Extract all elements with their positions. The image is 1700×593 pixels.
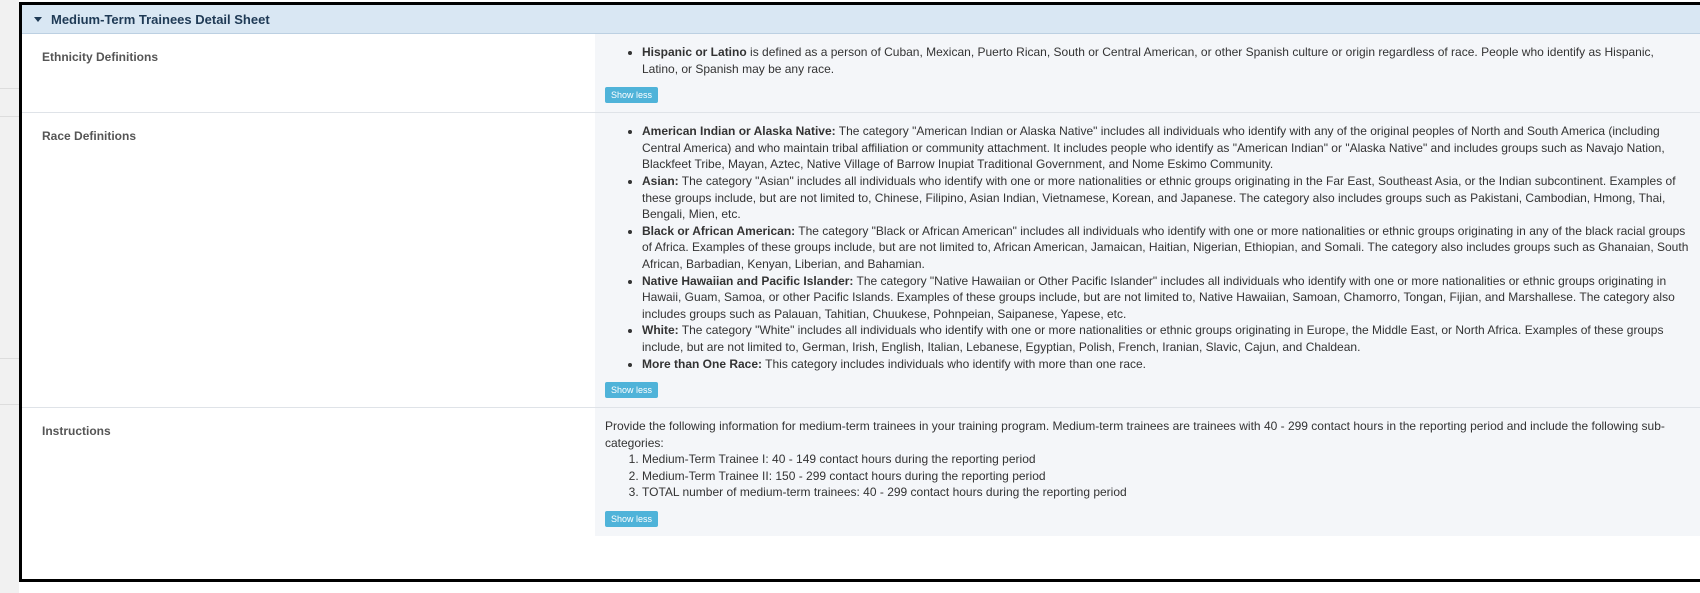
list-item xyxy=(642,356,1690,373)
row-value xyxy=(595,408,1700,536)
list-item xyxy=(642,322,1690,355)
panel-title: Medium-Term Trainees Detail Sheet xyxy=(51,11,270,27)
gutter-divider xyxy=(0,404,19,405)
definition-text: is defined as a person of Cuban, Mexican, Puerto Rican, South or Central American, or other Spanish culture or origin regardless of race. People who identify as Hispanic, Latino, or Spanish may be any race. xyxy=(642,45,1654,76)
definition-text: The category "American Indian or Alaska Native" includes all individuals who identify with any of the original peoples of North and South America (including Central America) and who maintain tribal affiliation or community attachment. It includes people who identify as "American Indian" or "Alaska Native" and includes groups such as Navajo Nation, Blackfeet Tribe, Mayan, Aztec, Native Village of Barrow Inupiat Traditional Government, and Nome Eskimo Community. xyxy=(642,124,1665,172)
definition-text: This category includes individuals who identify with more than one race. xyxy=(762,356,1147,371)
show-less-button[interactable]: Show less xyxy=(605,382,658,398)
list-item xyxy=(642,44,1690,77)
list-item xyxy=(642,273,1690,323)
definition-text: The category "Native Hawaiian or Other Pacific Islander" includes all individuals who identify with one or more nationalities or ethnic groups originating in Hawaii, Guam, Samoa, or other Pacific Islands. Examples of these groups include, but are not limited to, Native Hawaiian, Samoan, Chamorro, Tongan, Fijian, and Marshallese. The category also includes groups such as Palauan, Tahitian, Chuukese, Pohnpeian, Saipanese, Yapese, etc. xyxy=(642,273,1675,321)
row-value xyxy=(595,34,1700,112)
definition-term: American Indian or Alaska Native: xyxy=(642,124,836,139)
definition-text: The category "Asian" includes all individuals who identify with one or more nationalities or ethnic groups originating in the Far East, Southeast Asia, or the Indian subcontinent. Examples of these groups include, but are not limited to, Chinese, Filipino, Asian Indian, Vietnamese, Korean, and Japanese. The category also includes groups such as Pakistani, Cambodian, Hmong, Thai, Bengali, Mien, etc. xyxy=(642,173,1676,222)
definition-term: More than One Race: xyxy=(642,356,763,371)
instructions-steps xyxy=(605,451,1690,501)
race-list xyxy=(605,123,1690,372)
instructions-intro: Provide the following information for medium-term trainees in your training program. Medium-term trainees are trainees with 40 - 299 contact hours in the reporting period and include the following sub-categories: xyxy=(605,419,1665,450)
definition-text: The category "White" includes all individuals who identify with one or more nationalities or ethnic groups originating in Europe, the Middle East, or North Africa. Examples of these groups include, but are not limited to, German, Irish, English, Italian, Lebanese, Egyptian, Polish, French, Iranian, Slavic, Cajun, and Chaldean. xyxy=(642,323,1664,354)
left-scroll-gutter xyxy=(0,0,19,593)
show-less-button[interactable]: Show less xyxy=(605,511,658,527)
row-instructions xyxy=(22,408,1700,536)
show-less-button[interactable]: Show less xyxy=(605,87,658,103)
definition-term: White: xyxy=(642,323,679,338)
row-value xyxy=(595,113,1700,407)
panel-header[interactable] xyxy=(22,5,1700,34)
gutter-divider xyxy=(0,116,19,117)
row-ethnicity-definitions xyxy=(22,34,1700,113)
ethnicity-list xyxy=(605,44,1690,77)
list-item xyxy=(642,223,1690,273)
gutter-divider xyxy=(0,88,19,89)
definition-term: Asian: xyxy=(642,173,679,188)
definition-term: Black or African American: xyxy=(642,223,796,238)
definition-term: Hispanic or Latino xyxy=(642,45,747,59)
list-item: 3. TOTAL number of medium-term trainees: 40 - 299 contact hours during the reporting period xyxy=(642,484,1690,501)
definition-term: Native Hawaiian and Pacific Islander: xyxy=(642,273,854,288)
detail-sheet-panel xyxy=(19,2,1700,582)
list-item: 1. Medium-Term Trainee I: 40 - 149 contact hours during the reporting period xyxy=(642,451,1690,468)
row-race-definitions xyxy=(22,113,1700,408)
row-label: Ethnicity Definitions xyxy=(22,34,595,112)
caret-down-icon[interactable] xyxy=(34,17,42,22)
list-item xyxy=(642,173,1690,223)
gutter-divider xyxy=(0,358,19,359)
list-item: 2. Medium-Term Trainee II: 150 - 299 contact hours during the reporting period xyxy=(642,468,1690,485)
list-item xyxy=(642,123,1690,173)
row-label: Instructions xyxy=(22,408,595,536)
definition-text: The category "Black or African American" includes all individuals who identify with one or more nationalities or ethnic groups originating in any of the black racial groups of Africa. Examples of these groups include, but are not limited to, African American, Jamaican, Haitian, Nigerian, Ethiopian, and Somali. The category also includes groups such as Ghanaian, South African, Barbadian, Kenyan, Liberian, and Bahamian. xyxy=(642,223,1689,271)
row-label: Race Definitions xyxy=(22,113,595,407)
